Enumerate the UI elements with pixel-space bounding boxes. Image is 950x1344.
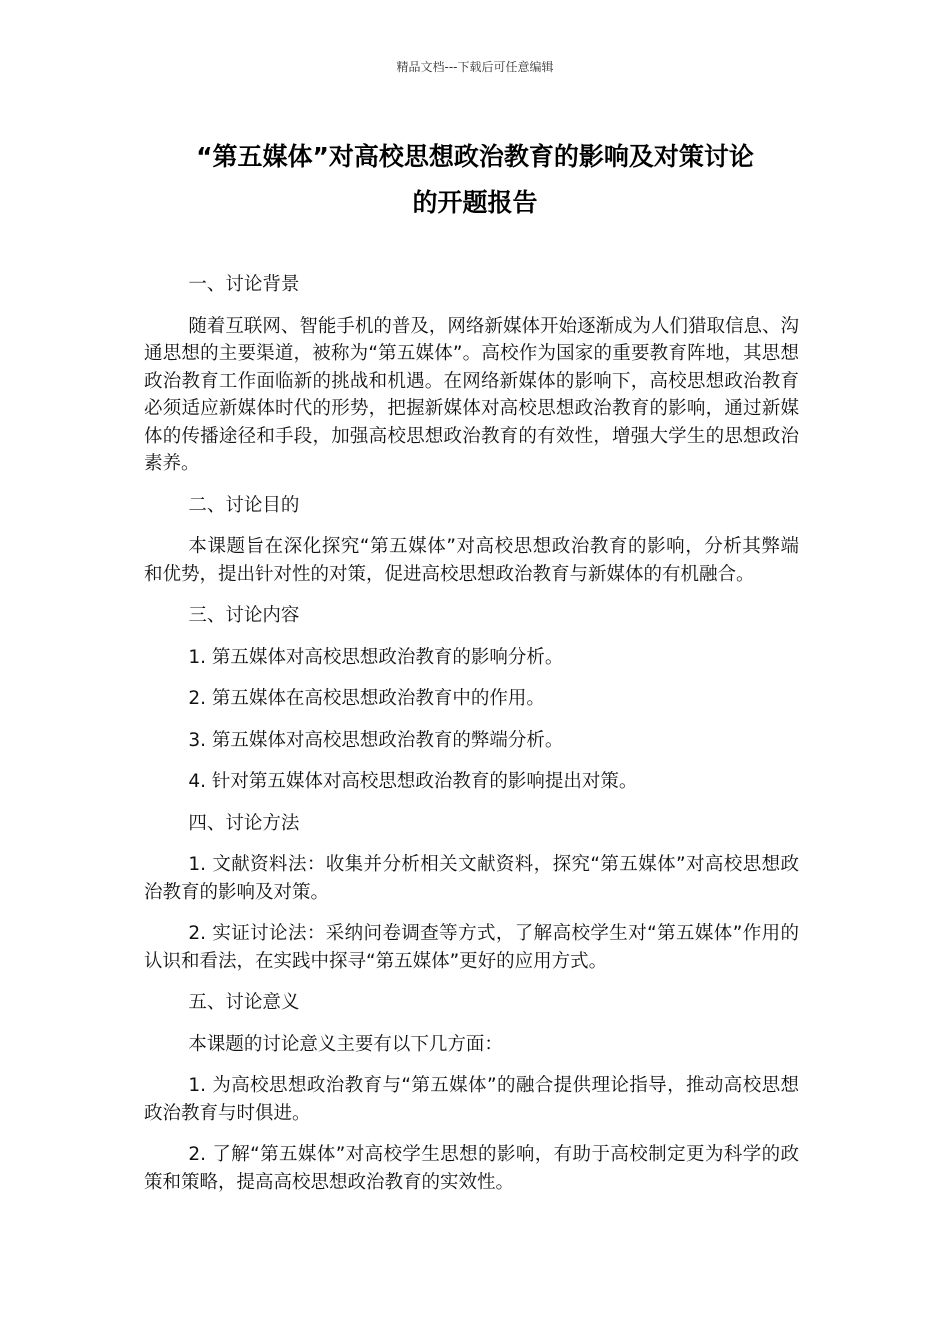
title-line-2: 的开题报告 bbox=[412, 188, 538, 217]
content-item: 2. 第五媒体在高校思想政治教育中的作用。 bbox=[188, 688, 545, 709]
section-heading-purpose: 二、讨论目的 bbox=[188, 494, 300, 516]
purpose-paragraph: 本课题旨在深化探究“第五媒体”对高校思想政治教育的影响，分析其弊端和优势，提出针对性的对策，促进高校思想政治教育与新媒体的有机融合。 bbox=[144, 536, 799, 585]
section-heading-methods: 四、讨论方法 bbox=[188, 812, 300, 834]
section-heading-significance: 五、讨论意义 bbox=[188, 992, 300, 1013]
background-paragraph: 随着互联网、智能手机的普及，网络新媒体开始逐渐成为人们猎取信息、沟通思想的主要渠道，被称为“第五媒体”。高校作为国家的重要教育阵地，其思想政治教育工作面临新的挑战和机遇。在网络新媒体的影响下，高校思想政治教育必须适应新媒体时代的形势，把握新媒体对高校思想政治教育的影响，通过新媒体的传播途径和手段，加强高校思想政治教育的有效性，增强大学生的思想政治素养。 bbox=[144, 315, 799, 474]
method-item: 1. 文献资料法：收集并分析相关文献资料，探究“第五媒体”对高校思想政治教育的影响及对策。 bbox=[144, 854, 799, 903]
header-note: 精品文档---下载后可任意编辑 bbox=[396, 60, 554, 74]
content-item: 3. 第五媒体对高校思想政治教育的弊端分析。 bbox=[188, 729, 564, 751]
document-body bbox=[144, 271, 799, 1210]
method-item: 2. 实证讨论法：采纳问卷调查等方式，了解高校学生对“第五媒体”作用的认识和看法，在实践中探寻“第五媒体”更好的应用方式。 bbox=[144, 923, 799, 972]
content-item: 4. 针对第五媒体对高校思想政治教育的影响提出对策。 bbox=[188, 771, 638, 792]
section-heading-background: 一、讨论背景 bbox=[188, 274, 300, 295]
significance-intro: 本课题的讨论意义主要有以下几方面： bbox=[188, 1033, 503, 1055]
significance-item: 2. 了解“第五媒体”对高校学生思想的影响，有助于高校制定更为科学的政策和策略，提高高校思想政治教育的实效性。 bbox=[144, 1144, 799, 1193]
significance-item: 1. 为高校思想政治教育与“第五媒体”的融合提供理论指导，推动高校思想政治教育与时俱进。 bbox=[144, 1075, 799, 1124]
section-heading-content: 三、讨论内容 bbox=[188, 605, 300, 626]
document-title bbox=[140, 134, 810, 226]
content-item: 1. 第五媒体对高校思想政治教育的影响分析。 bbox=[188, 646, 564, 668]
title-line-1: “第五媒体”对高校思想政治教育的影响及对策讨论 bbox=[196, 142, 754, 171]
